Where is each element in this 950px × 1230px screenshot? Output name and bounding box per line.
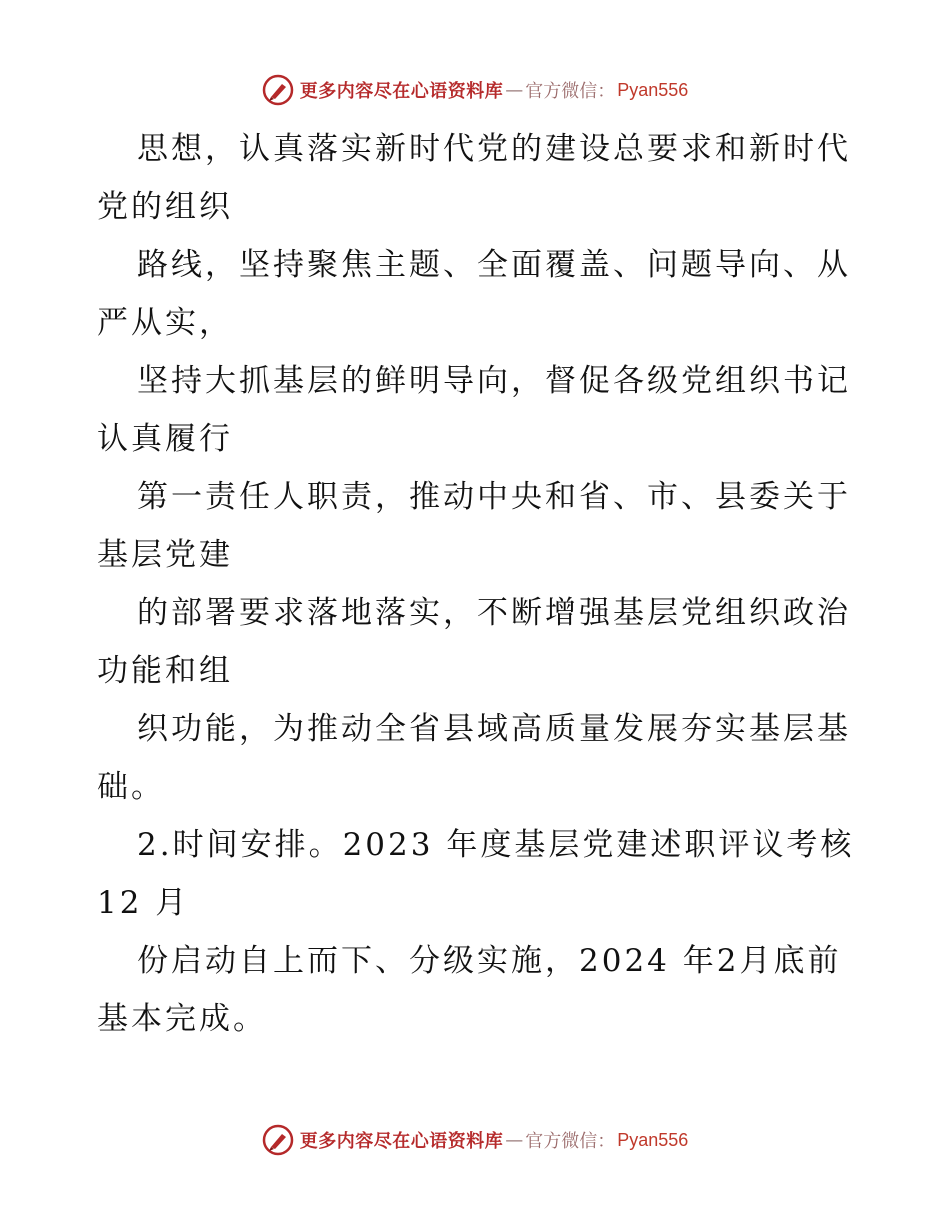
footer-wechat-id: Pyan556	[617, 1129, 689, 1150]
paragraph: 坚持大抓基层的鲜明导向，督促各级党组织书记认真履行	[97, 363, 851, 457]
header-banner	[0, 70, 950, 110]
footer-separator: —	[505, 1129, 524, 1151]
paragraph: 份启动自上而下、分级实施，2024 年2月底前基本完成。	[97, 943, 842, 1037]
document-body	[97, 120, 857, 1048]
paragraph: 2.时间安排。2023 年度基层党建述职评议考核 12 月	[97, 827, 855, 921]
pen-logo-icon	[262, 74, 294, 106]
header-wechat-id: Pyan556	[617, 79, 689, 100]
pen-logo-icon	[262, 1124, 294, 1156]
header-site-name: 更多内容尽在心语资料库	[299, 81, 504, 102]
paragraph: 路线，坚持聚焦主题、全面覆盖、问题导向、从严从实，	[97, 247, 851, 341]
paragraph: 的部署要求落地落实，不断增强基层党组织政治功能和组	[97, 595, 851, 689]
header-separator: —	[505, 79, 524, 101]
paragraph: 第一责任人职责，推动中央和省、市、县委关于基层党建	[97, 479, 851, 573]
header-wechat-label: 官方微信：	[525, 81, 616, 102]
footer-site-name: 更多内容尽在心语资料库	[299, 1131, 504, 1152]
paragraph: 思想，认真落实新时代党的建设总要求和新时代党的组织	[97, 131, 851, 225]
footer-wechat-label: 官方微信：	[525, 1131, 616, 1152]
paragraph: 织功能，为推动全省县域高质量发展夯实基层基础。	[97, 711, 851, 805]
footer-banner	[0, 1120, 950, 1160]
